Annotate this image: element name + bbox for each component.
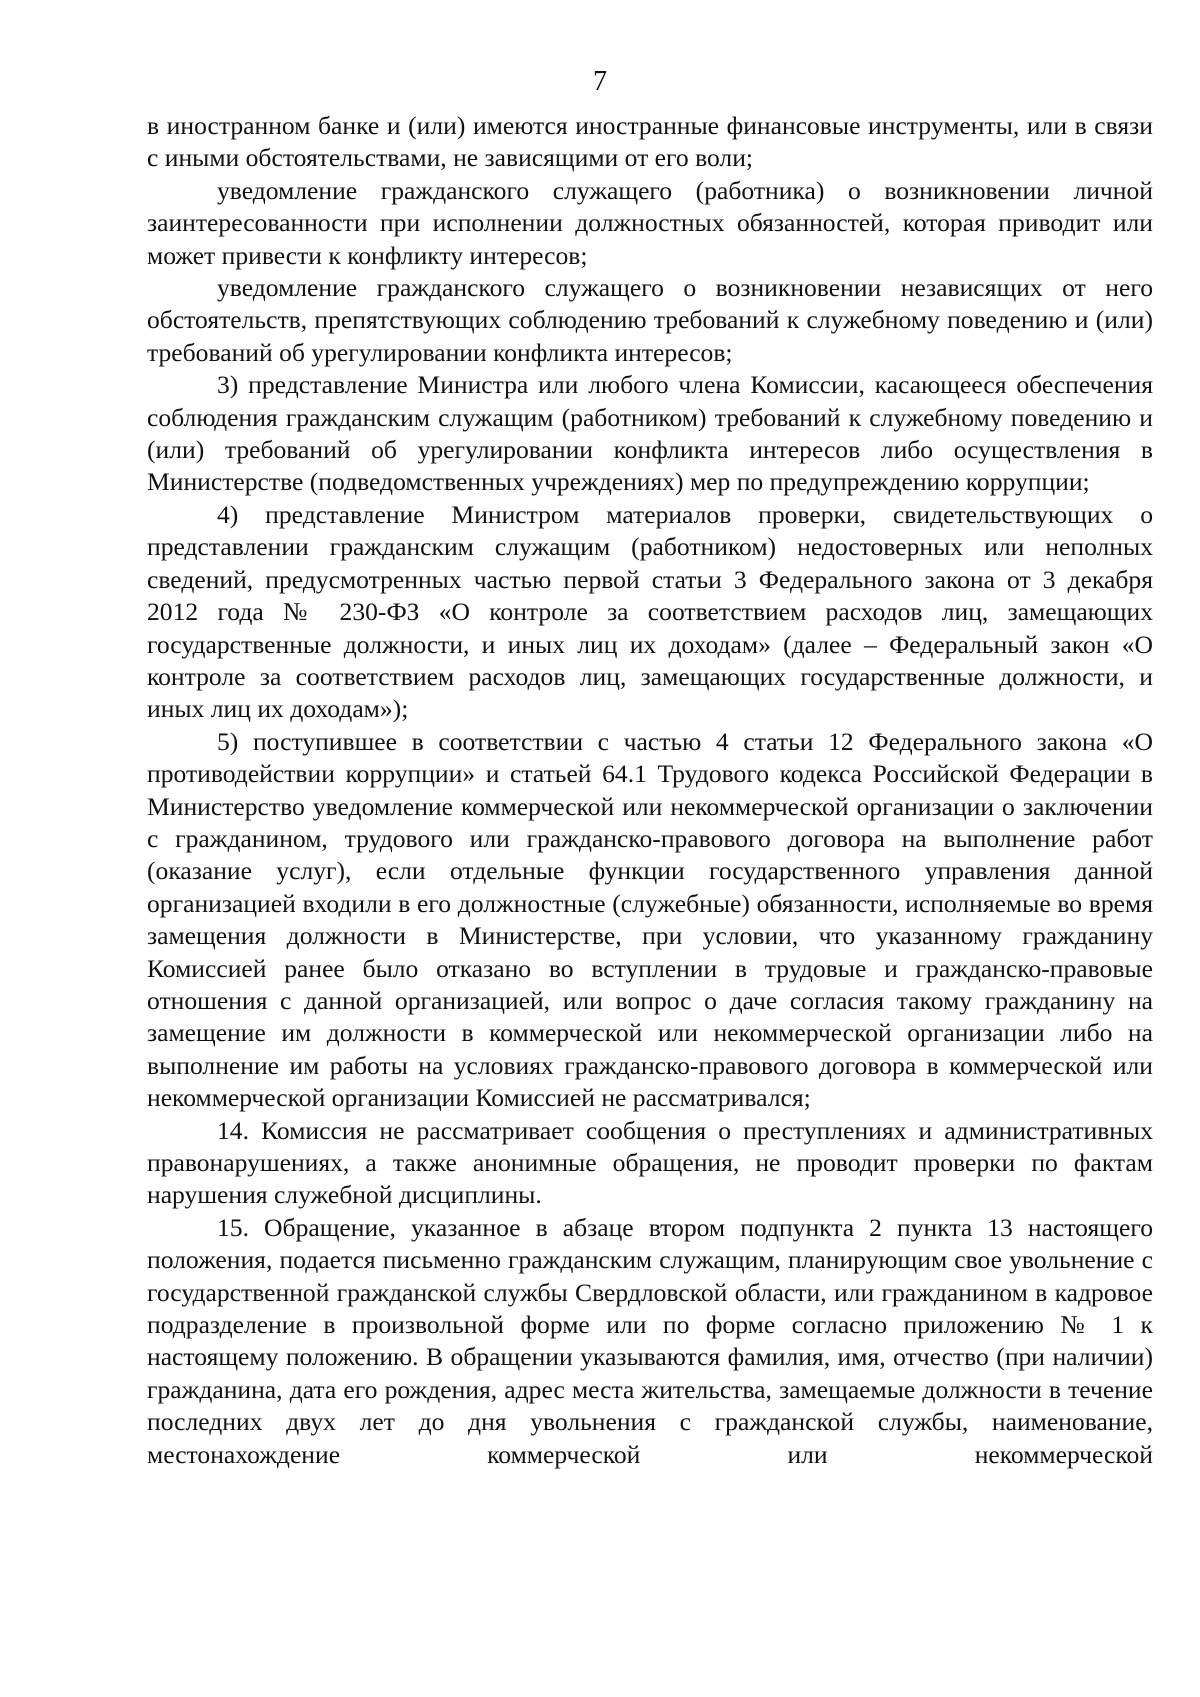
paragraph-continuation: в иностранном банке и (или) имеются иностранные финансовые инструменты, или в связи с иными обстоятельствами, не зависящими от его воли; [147,111,1153,173]
paragraph-item-5: 5) поступившее в соответствии с частью 4 статьи 12 Федерального закона «О противодействии коррупции» и статьей 64.1 Трудового кодекса Российской Федерации в Министерство уведомление коммерческой или некоммерческой организации о заключении с гражданином, трудового или гражданско-правового договора на выполнение работ (оказание услуг), если отдельные функции государственного управления данной организацией входили в его должностные (служебные) обязанности, исполняемые во время замещения должности в Министерстве, при условии, что указанному гражданину Комиссией ранее было отказано во вступлении в трудовые и гражданско-правовые отношения с данной организацией, или вопрос о даче согласия такому гражданину на замещение им должности в коммерческой или некоммерческой организации либо на выполнение им работы на условиях гражданско-правового договора в коммерческой или некоммерческой организации Комиссией не рассматривался; [147,726,1153,1113]
paragraph-clause-14: 14. Комиссия не рассматривает сообщения о преступлениях и административных правонарушениях, а также анонимные обращения, не проводит проверки по фактам нарушения служебной дисциплины. [147,1115,1153,1210]
paragraph-notice-independent-circumstances: уведомление гражданского служащего о возникновении независящих от него обстоятельств, препятствующих соблюдению требований к служебному поведению и (или) требований об урегулировании конфликта интересов; [147,273,1153,367]
paragraph-notice-personal-interest: уведомление гражданского служащего (работника) о возникновении личной заинтересованности при исполнении должностных обязанностей, которая приводит или может привести к конфликту интересов; [147,175,1153,270]
paragraph-clause-15: 15. Обращение, указанное в абзаце втором подпункта 2 пункта 13 настоящего положения, подается письменно гражданским служащим, планирующим свое увольнение с государственной гражданской службы Свердловской области, или гражданином в кадровое подразделение в произвольной форме или по форме согласно приложению № 1 к настоящему положению. В обращении указываются фамилия, имя, отчество (при наличии) гражданина, дата его рождения, адрес места жительства, замещаемые должности в течение последних двух лет до дня увольнения с гражданской службы, наименование, местонахождение коммерческой или некоммерческой [147,1212,1153,1469]
document-body [147,110,1153,1471]
paragraph-item-4: 4) представление Министром материалов проверки, свидетельствующих о представлении гражданским служащим (работником) недостоверных или неполных сведений, предусмотренных частью первой статьи 3 Федерального закона от 3 декабря 2012 года № 230-ФЗ «О контроле за соответствием расходов лиц, замещающих государственные должности, и иных лиц их доходам» (далее – Федеральный закон «О контроле за соответствием расходов лиц, замещающих государственные должности, и иных лиц их доходам»); [147,499,1153,724]
page-number: 7 [593,66,607,97]
paragraph-item-3: 3) представление Министра или любого члена Комиссии, касающееся обеспечения соблюдения гражданским служащим (работником) требований к служебному поведению и (или) требований об урегулировании конфликта интересов либо осуществления в Министерстве (подведомственных учреждениях) мер по предупреждению коррупции; [147,370,1153,497]
